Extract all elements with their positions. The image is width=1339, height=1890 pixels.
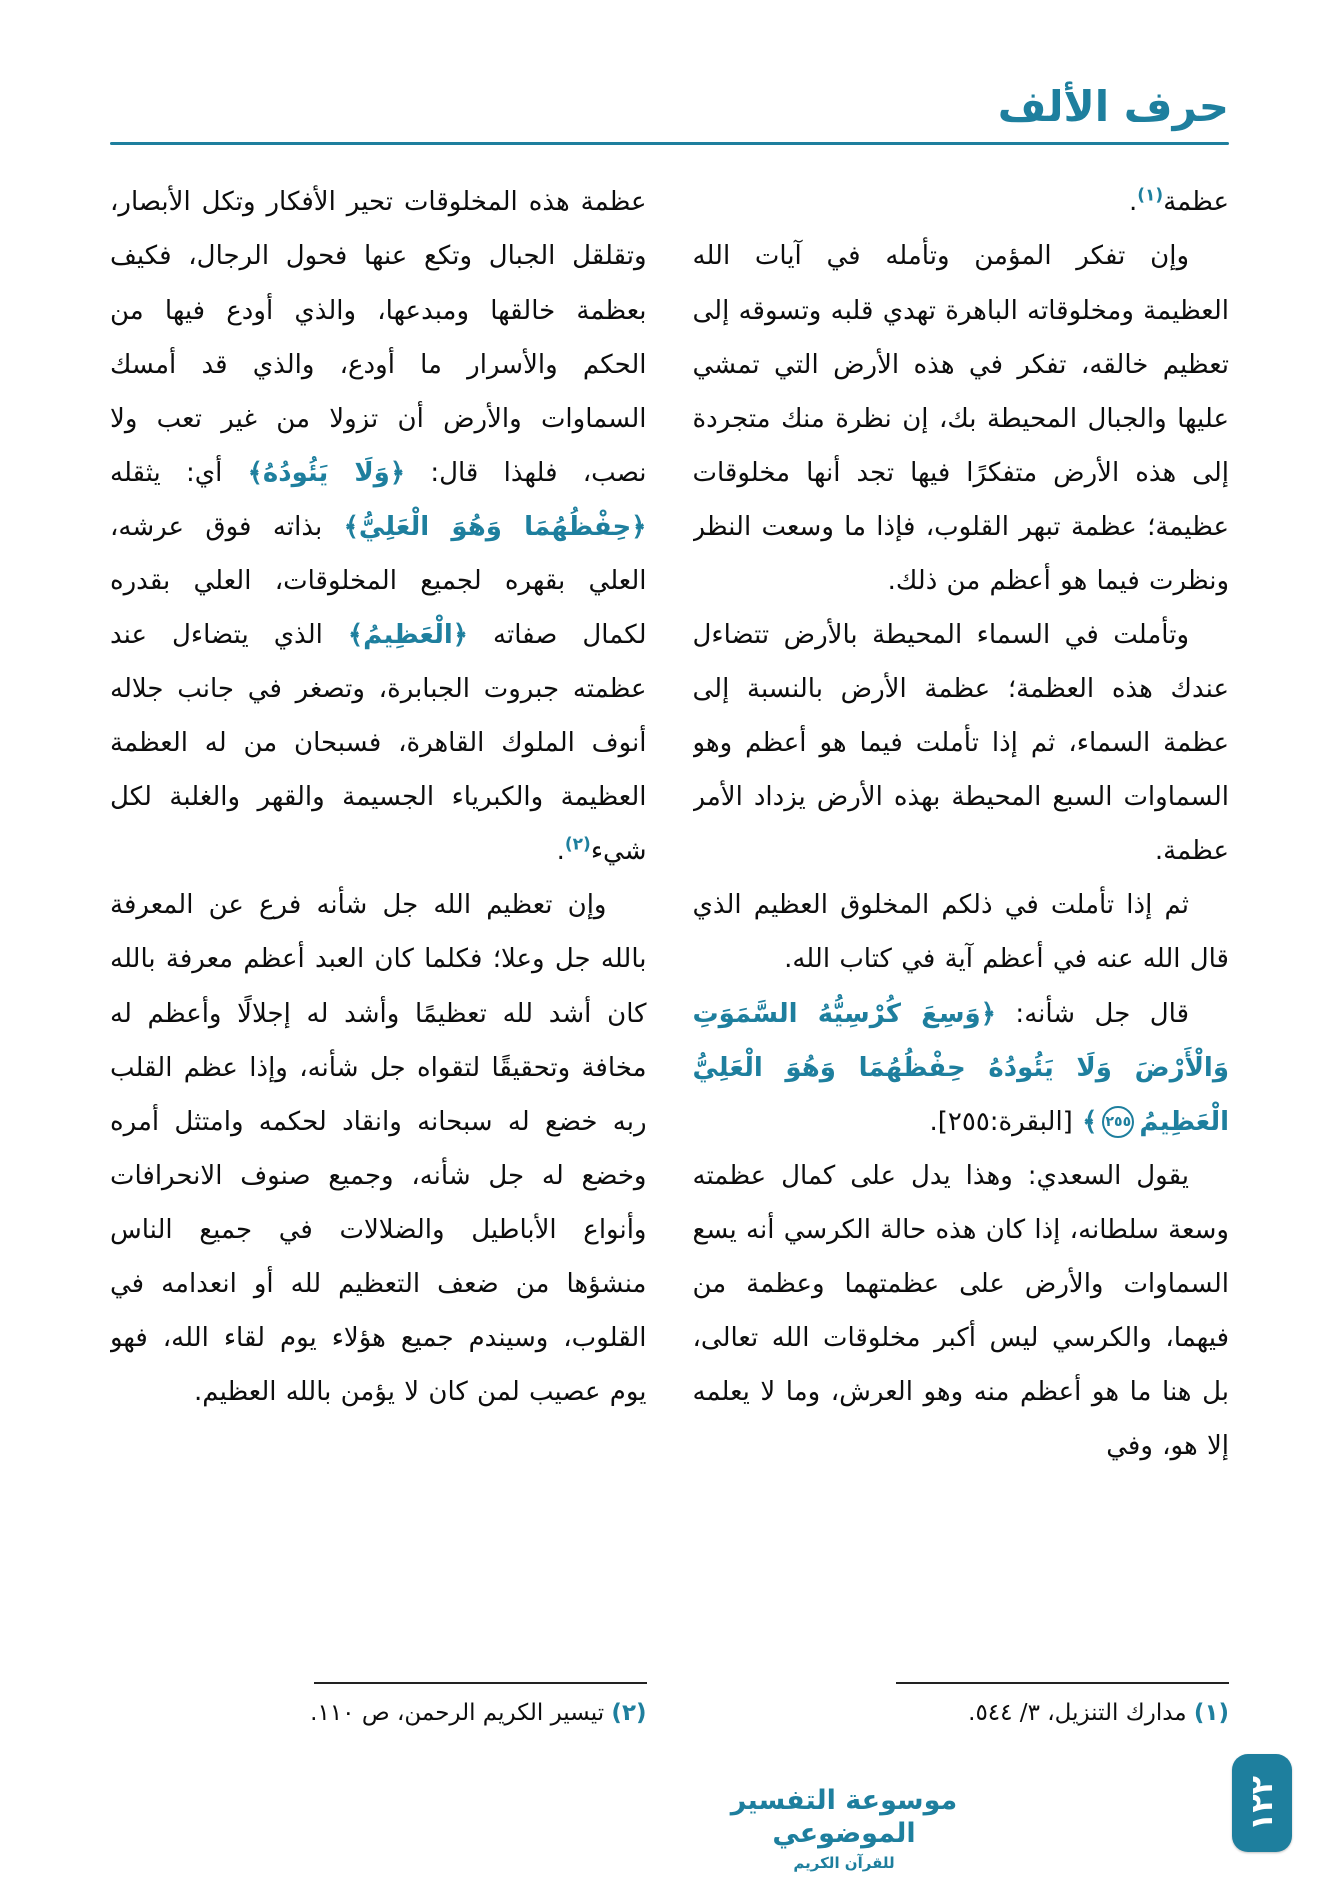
text-run: [البقرة:٢٥٥]. bbox=[929, 1106, 1083, 1137]
paragraph bbox=[693, 878, 1230, 986]
quran-quote: ﴾ bbox=[1082, 1106, 1098, 1137]
text-run: وإن تعظيم الله جل شأنه فرع عن المعرفة بالله جل وعلا؛ فكلما كان العبد أعظم معرفة بالله كان أشد لله تعظيمًا وأشد له إجلالًا وأعظم له مخافة وتحقيقًا لتقواه جل شأنه، وإذا عظم القلب ربه خضع له سبحانه وانقاد لحكمه وامتثل أمره وخضع له جل شأنه، وجميع صنوف الانحرافات وأنواع الأباطيل والضلالات في جميع الناس منشؤها من ضعف التعظيم لله أو انعدامه في القلوب، وسيندم جميع هؤلاء يوم لقاء الله، فهو يوم عصيب لمن كان لا يؤمن بالله العظيم. bbox=[110, 890, 647, 1408]
paragraph bbox=[110, 878, 647, 1419]
text-run: . bbox=[1128, 187, 1138, 218]
footnote-2 bbox=[110, 1682, 647, 1731]
footnote-ref: (١) bbox=[1137, 185, 1164, 206]
text-run: بذاته فوق عرشه، العلي بقهره لجميع المخلوقات، العلي بقدره لكمال صفاته bbox=[110, 511, 647, 651]
paragraph bbox=[110, 175, 647, 878]
footnote-source: تيسير الكريم الرحمن، ص ١١٠. bbox=[310, 1700, 605, 1726]
quran-quote: ﴿حِفْظُهُمَا وَهُوَ الْعَلِيُّ﴾ bbox=[343, 511, 647, 542]
text-run: يقول السعدي: وهذا يدل على كمال عظمته وسعة سلطانه، إذا كان هذه حالة الكرسي أنه يسع السماوات والأرض على عظمتهما وعظمة من فيهما، والكرسي ليس أكبر مخلوقات الله تعالى، بل هنا ما هو أعظم منه وهو العرش، وما لا يعلمه إلا هو، وفي bbox=[692, 1160, 1229, 1462]
quran-quote: ﴿وَلَا يَئُودُهُ﴾ bbox=[247, 457, 406, 488]
publisher-logo bbox=[699, 1784, 989, 1873]
footnote-separator bbox=[896, 1682, 1229, 1684]
page-number-badge bbox=[1232, 1754, 1292, 1852]
logo-title: موسوعة التفسير الموضوعي bbox=[730, 1784, 958, 1850]
paragraph bbox=[693, 1149, 1230, 1473]
paragraph bbox=[693, 229, 1230, 608]
text-run: أي: يثقله bbox=[110, 457, 248, 488]
text-run: ثم إذا تأملت في ذلكم المخلوق العظيم الذي قال الله عنه في أعظم آية في كتاب الله. bbox=[692, 890, 1229, 975]
text-run: وإن تفكر المؤمن وتأمله في آيات الله العظيمة ومخلوقاته الباهرة تهدي قلبه وتسوقه إلى تعظيم خالقه، تفكر في هذه الأرض التي تمشي عليها والجبال المحيطة بك، إن نظرة منك متجردة إلى هذه الأرض متفكرًا فيها تجد أنها مخلوقات عظيمة؛ عظمة تبهر القلوب، فإذا ما وسعت النظر ونظرت فيما هو أعظم من ذلك. bbox=[692, 241, 1229, 596]
footnotes bbox=[110, 1682, 1229, 1731]
text-run: عظمة bbox=[1163, 187, 1229, 218]
quran-quote: ﴿الْعَظِيمُ﴾ bbox=[347, 620, 469, 651]
footnote-source: مدارك التنزيل، ٣/ ٥٤٤. bbox=[968, 1700, 1187, 1726]
aya-number: ٢٥٥ bbox=[1102, 1106, 1134, 1138]
footnote-number: (١) bbox=[1193, 1700, 1229, 1726]
footnote-1 bbox=[693, 1682, 1230, 1731]
footnote-number: (٢) bbox=[611, 1700, 647, 1726]
page-content bbox=[0, 145, 1339, 1643]
text-run: الذي يتضاءل عند عظمته جبروت الجبابرة، وتصغر في جانب جلاله أنوف الملوك القاهرة، فسبحان من له العظمة العظيمة والكبرياء الجسيمة والقهر والغلبة لكل شيء bbox=[110, 620, 647, 867]
page-number-value: ١٢٢ bbox=[1244, 1775, 1280, 1831]
text-run: . bbox=[556, 836, 565, 867]
text-column-left bbox=[110, 175, 647, 1643]
paragraph bbox=[693, 987, 1230, 1149]
text-run: وتأملت في السماء المحيطة بالأرض تتضاءل عندك هذه العظمة؛ عظمة الأرض بالنسبة إلى عظمة السماء، ثم إذا تأملت فيما هو أعظم وهو السماوات السبع المحيطة بهذه الأرض يزداد الأمر عظمة. bbox=[692, 620, 1229, 867]
page-header bbox=[0, 0, 1339, 145]
text-run: عظمة هذه المخلوقات تحير الأفكار وتكل الأبصار، وتقلقل الجبال وتكع عنها فحول الرجال، فكيف بعظمة خالقها ومبدعها، والذي أودع فيها من الحكم والأسرار ما أودع، والذي قد أمسك السماوات والأرض أن تزولا من غير تعب ولا نصب، فلهذا قال: bbox=[110, 187, 647, 488]
quran-quote: ﴿وَسِعَ كُرْسِيُّهُ السَّمَوَتِ وَالْأَرْضَ وَلَا يَئُودُهُ حِفْظُهُمَا وَهُوَ الْعَلِيُّ الْعَظِيمُ bbox=[692, 998, 1229, 1137]
text-column-right bbox=[693, 175, 1230, 1643]
chapter-title: حرف الألف bbox=[997, 82, 1229, 131]
logo-subtitle: للقرآن الكريم bbox=[793, 1854, 895, 1872]
footnote-ref: (٢) bbox=[564, 834, 591, 855]
footnote-separator bbox=[314, 1682, 647, 1684]
paragraph bbox=[693, 608, 1230, 878]
footnote-text-2 bbox=[110, 1696, 647, 1731]
text-run: قال جل شأنه: bbox=[995, 998, 1189, 1029]
paragraph bbox=[693, 175, 1230, 229]
footnote-text-1 bbox=[693, 1696, 1230, 1731]
